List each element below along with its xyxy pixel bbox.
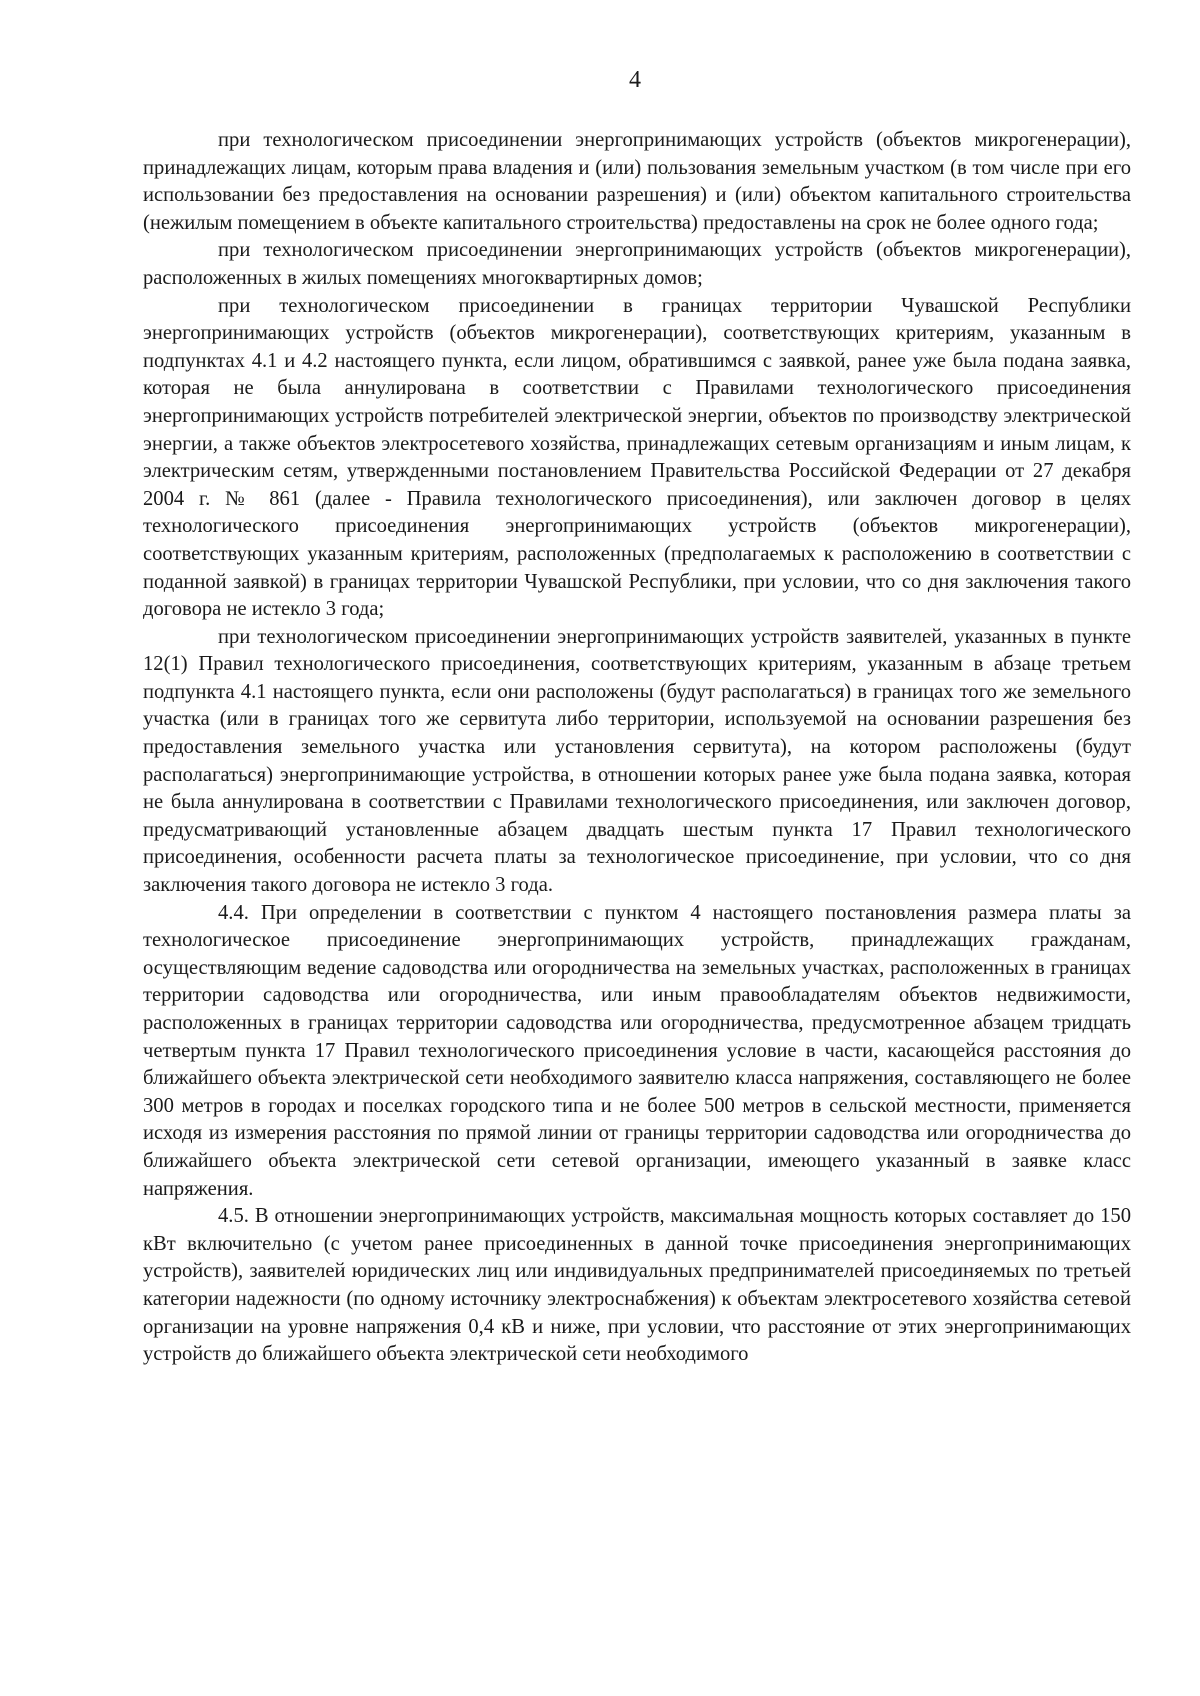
paragraph-3: при технологическом присоединении в границах территории Чувашской Республики энергопринимающих устройств (объектов микрогенерации), соответствующих критериям, указанным в подпунктах 4.1 и 4.2 настоящего пункта, если лицом, обратившимся с заявкой, ранее уже была подана заявка, которая не была аннулирована в соответствии с Правилами технологического присоединения энергопринимающих устройств потребителей электрической энергии, объектов по производству электрической энергии, а также объектов электросетевого хозяйства, принадлежащих сетевым организациям и иным лицам, к электрическим сетям, утвержденными постановлением Правительства Российской Федерации от 27 декабря 2004 г. № 861 (далее - Правила технологического присоединения), или заключен договор в целях технологического присоединения энергопринимающих устройств (объектов микрогенерации), соответствующих указанным критериям, расположенных (предполагаемых к расположению в соответствии с поданной заявкой) в границах территории Чувашской Республики, при условии, что со дня заключения такого договора не истекло 3 года; (143, 294, 1131, 621)
paragraph-4-4: 4.4. При определении в соответствии с пунктом 4 настоящего постановления размера платы за технологическое присоединение энергопринимающих устройств, принадлежащих гражданам, осуществляющим ведение садоводства или огородничества на земельных участках, расположенных в границах территории садоводства или огородничества, или иным правообладателям объектов недвижимости, расположенных в границах территории садоводства или огородничества, предусмотренное абзацем тридцать четвертым пункта 17 Правил технологического присоединения условие в части, касающейся расстояния до ближайшего объекта электрической сети необходимого заявителю класса напряжения, составляющего не более 300 метров в городах и поселках городского типа и не более 500 метров в сельской местности, применяется исходя из измерения расстояния по прямой линии от границы территории садоводства или огородничества до ближайшего объекта электрической сети сетевой организации, имеющего указанный в заявке класс напряжения. (143, 901, 1131, 1200)
paragraph-4: при технологическом присоединении энергопринимающих устройств заявителей, указанных в пункте 12(1) Правил технологического присоединения, соответствующих критериям, указанным в абзаце третьем подпункта 4.1 настоящего пункта, если они расположены (будут располагаться) в границах того же земельного участка (или в границах того же сервитута либо территории, используемой на основании разрешения без предоставления земельного участка или установления сервитута), на котором расположены (будут располагаться) энергопринимающие устройства, в отношении которых ранее уже была подана заявка, которая не была аннулирована в соответствии с Правилами технологического присоединения, или заключен договор, предусматривающий установленные абзацем двадцать шестым пункта 17 Правил технологического присоединения, особенности расчета платы за технологическое присоединение, при условии, что со дня заключения такого договора не истекло 3 года. (143, 625, 1131, 897)
paragraph-2: при технологическом присоединении энергопринимающих устройств (объектов микрогенерации), расположенных в жилых помещениях многоквартирных домов; (143, 239, 1131, 289)
page-number: 4 (629, 67, 641, 93)
paragraph-4-5: 4.5. В отношении энергопринимающих устройств, максимальная мощность которых составляет до 150 кВт включительно (с учетом ранее присоединенных в данной точке присоединения энергопринимающих устройств), заявителей юридических лиц или индивидуальных предпринимателей присоединяемых по третьей категории надежности (по одному источнику электроснабжения) к объектам электросетевого хозяйства сетевой организации на уровне напряжения 0,4 кВ и ниже, при условии, что расстояние от этих энергопринимающих устройств до ближайшего объекта электрической сети необходимого (143, 1205, 1131, 1366)
document-body (143, 127, 1131, 1369)
paragraph-1: при технологическом присоединении энергопринимающих устройств (объектов микрогенерации), принадлежащих лицам, которым права владения и (или) пользования земельным участком (в том числе при его использовании без предоставления на основании разрешения) и (или) объектом капитального строительства (нежилым помещением в объекте капитального строительства) предоставлены на срок не более одного года; (143, 129, 1131, 234)
